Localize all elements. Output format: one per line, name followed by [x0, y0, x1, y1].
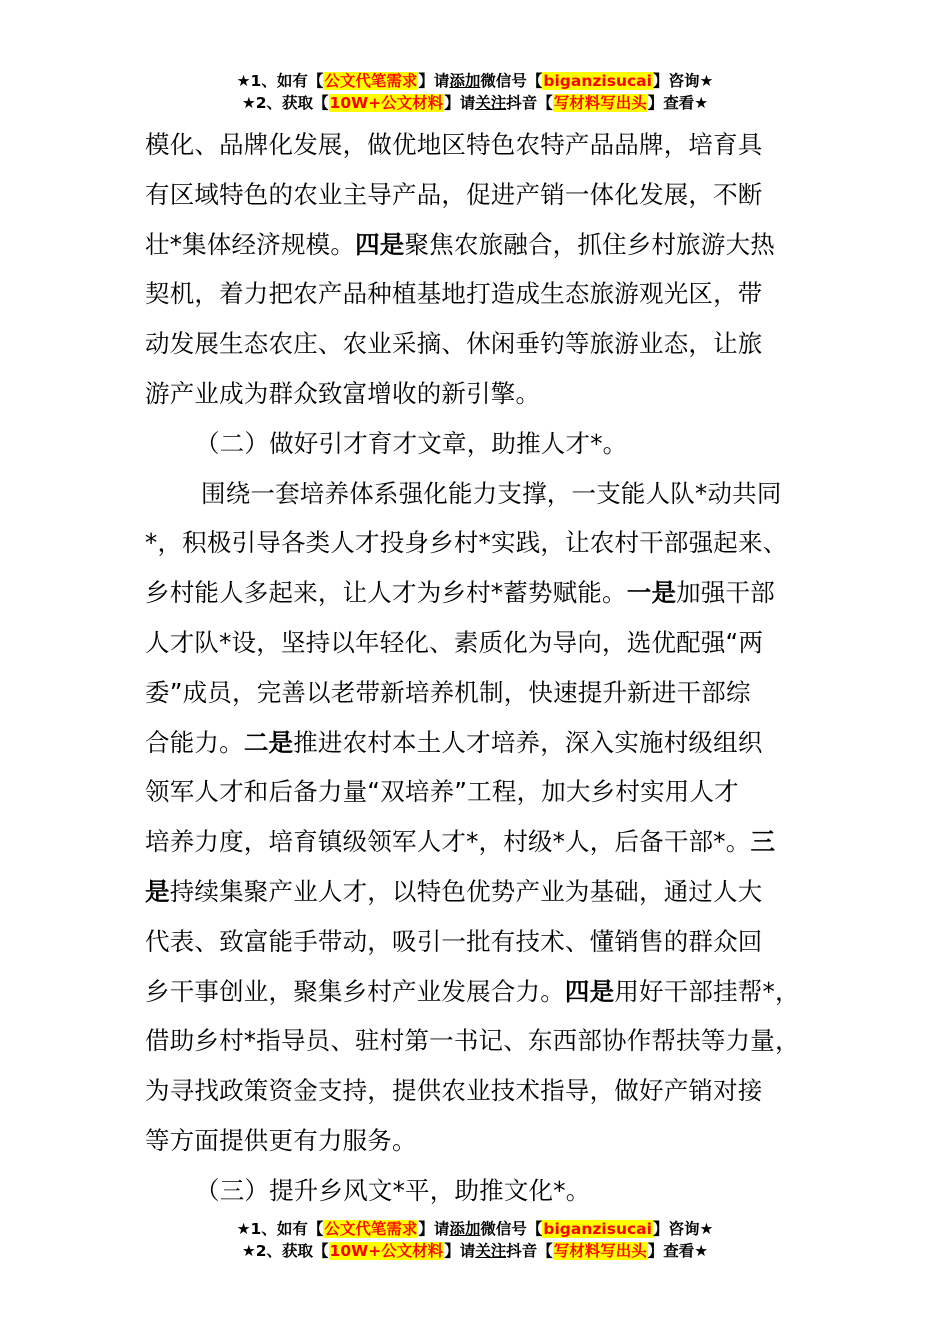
text: 乡村能人多起来，让人才为乡村*蓄势赋能。	[145, 578, 627, 608]
text: 用好干部挂帮*，	[614, 976, 800, 1006]
promo-highlight: 公文代笔需求	[324, 72, 418, 90]
paragraph-line: 契机，着力把农产品种植基地打造成生态旅游观光区，带	[145, 279, 763, 309]
promo-banner-bottom	[0, 1218, 950, 1262]
bold-marker: 二是	[243, 727, 294, 757]
promo-text: 】请	[444, 94, 476, 112]
paragraph-line: 等方面提供更有力服务。	[145, 1125, 417, 1155]
paragraph-line	[145, 568, 815, 618]
paragraph-line: 委”成员，完善以老带新培养机制，快速提升新进干部综	[145, 677, 751, 707]
promo-text: 抖音【	[506, 94, 553, 112]
promo-underlined: 关注	[475, 94, 507, 112]
section-heading: （三）提升乡风文*平，助推文化*。	[195, 1175, 591, 1205]
paragraph-line: 游产业成为群众致富增收的新引擎。	[145, 378, 541, 408]
section-heading: （二）做好引才育才文章，助推人才*。	[195, 428, 628, 458]
promo-line-2	[0, 1240, 950, 1262]
text: 壮*集体经济规模。	[145, 229, 356, 259]
text: 加强干部	[676, 578, 775, 608]
promo-banner-top	[0, 70, 950, 114]
promo-text: 抖音【	[506, 1242, 553, 1260]
promo-underlined: 添加	[449, 1220, 481, 1238]
bold-marker: 是	[145, 876, 170, 906]
paragraph-line: 为寻找政策资金支持，提供农业技术指导，做好产销对接	[145, 1076, 763, 1106]
paragraph-line: 代表、致富能手带动，吸引一批有技术、懂销售的群众回	[145, 926, 763, 956]
text: 合能力。	[145, 727, 244, 757]
promo-highlight: biganzisucai	[543, 1220, 652, 1238]
promo-text: 】咨询★	[652, 1220, 714, 1238]
promo-text: 】查看★	[647, 1242, 709, 1260]
promo-highlight: 10W+公文材料	[329, 1242, 444, 1260]
bold-marker: 三	[750, 827, 776, 857]
promo-text: 微信号【	[480, 1220, 543, 1238]
promo-text: 微信号【	[480, 72, 543, 90]
bold-marker: 一是	[626, 578, 677, 608]
paragraph-line: 有区域特色的农业主导产品，促进产销一体化发展，不断	[145, 179, 763, 209]
promo-highlight: 写材料写出头	[553, 94, 647, 112]
promo-text: 】请	[444, 1242, 476, 1260]
paragraph-line	[145, 867, 815, 917]
paragraph-line	[145, 967, 815, 1017]
promo-text: ★2、获取【	[241, 1242, 329, 1260]
promo-underlined: 关注	[475, 1242, 507, 1260]
promo-highlight: 写材料写出头	[553, 1242, 647, 1260]
paragraph-line: 围绕一套培养体系强化能力支撑，一支能人队*动共同	[201, 478, 782, 508]
bold-marker: 四是	[355, 229, 405, 259]
text: 乡干事创业，聚集乡村产业发展合力。	[145, 976, 565, 1006]
promo-text: 】请	[418, 72, 450, 90]
promo-text: 】咨询★	[652, 72, 714, 90]
text: 推进农村本土人才培养，深入实施村级组织	[293, 727, 763, 757]
promo-text: 】查看★	[647, 94, 709, 112]
paragraph-line: 动发展生态农庄、农业采摘、休闲垂钓等旅游业态，让旅	[145, 329, 763, 359]
promo-text: ★1、如有【	[236, 1220, 324, 1238]
promo-line-2	[0, 92, 950, 114]
promo-highlight: biganzisucai	[543, 72, 652, 90]
paragraph-line: 人才队*设，坚持以年轻化、素质化为导向，选优配强“两	[145, 627, 764, 657]
paragraph-line	[145, 220, 815, 270]
promo-text: 】请	[418, 1220, 450, 1238]
promo-text: ★2、获取【	[241, 94, 329, 112]
paragraph-line	[145, 718, 815, 768]
text: 聚焦农旅融合，抓住乡村旅游大热	[404, 229, 775, 259]
promo-text: ★1、如有【	[236, 72, 324, 90]
paragraph-line	[145, 817, 815, 867]
bold-marker: 四是	[564, 976, 615, 1006]
promo-highlight: 公文代笔需求	[324, 1220, 418, 1238]
document-body	[145, 120, 815, 1216]
text: 培养力度，培育镇级领军人才*，村级*人，后备干部*。	[145, 827, 751, 857]
paragraph-line: 领军人才和后备力量“双培养”工程，加大乡村实用人才	[145, 777, 739, 807]
promo-line-1	[0, 70, 950, 92]
text: 持续集聚产业人才，以特色优势产业为基础，通过人大	[169, 876, 763, 906]
promo-highlight: 10W+公文材料	[329, 94, 444, 112]
promo-line-1	[0, 1218, 950, 1240]
promo-underlined: 添加	[449, 72, 481, 90]
paragraph-line: 借助乡村*指导员、驻村第一书记、东西部协作帮扶等力量，	[145, 1026, 800, 1056]
paragraph-line: 模化、品牌化发展，做优地区特色农特产品品牌，培育具	[145, 130, 763, 159]
paragraph-line: *，积极引导各类人才投身乡村*实践，让农村干部强起来、	[145, 528, 788, 558]
